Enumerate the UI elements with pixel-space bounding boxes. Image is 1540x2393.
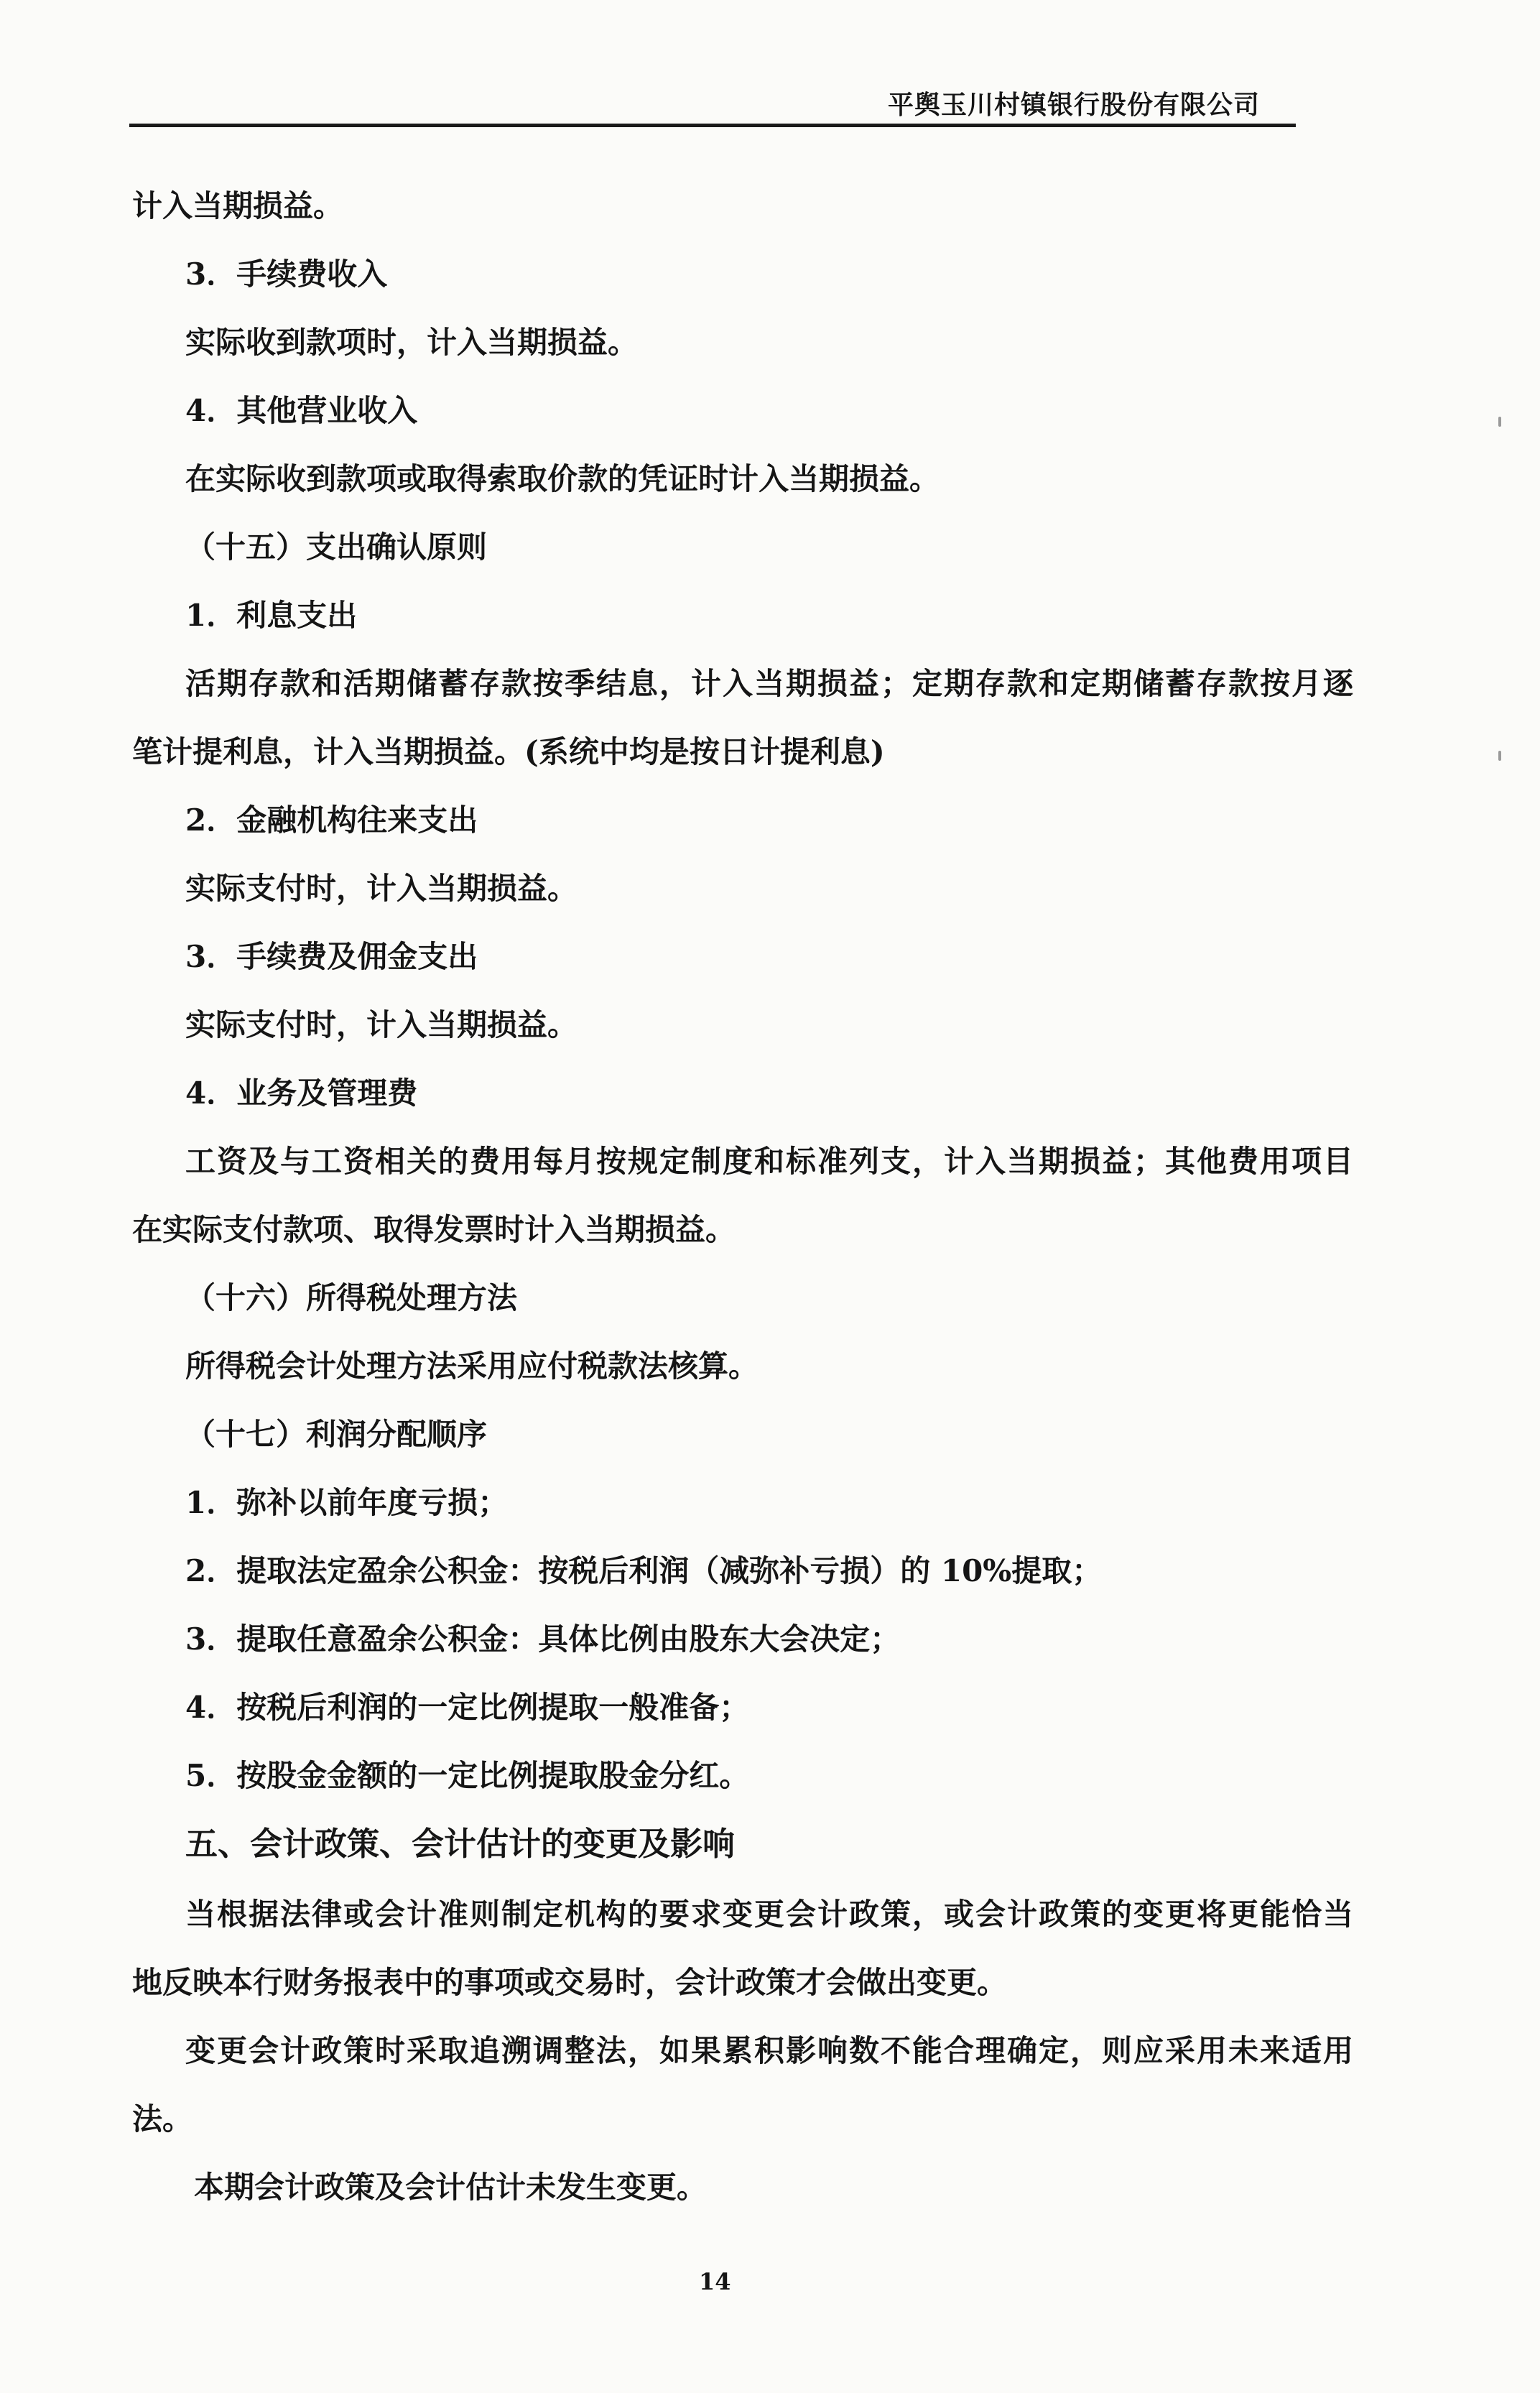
paragraph-line: 当根据法律或会计准则制定机构的要求变更会计政策，或会计政策的变更将更能恰当 xyxy=(185,1897,1355,1932)
subheading: 3．手续费收入 xyxy=(185,256,388,292)
paragraph-line: 工资及与工资相关的费用每月按规定制度和标准列支，计入当期损益；其他费用项目 xyxy=(185,1144,1355,1179)
section-heading: （十五）支出确认原则 xyxy=(185,529,488,565)
subheading: 1．利息支出 xyxy=(185,598,358,633)
chapter-heading: 五、会计政策、会计估计的变更及影响 xyxy=(185,1825,736,1863)
header-rule xyxy=(129,124,1296,127)
list-item: 4．按税后利润的一定比例提取一般准备； xyxy=(185,1690,750,1725)
scan-mark xyxy=(1498,751,1501,761)
subheading: 3．手续费及佣金支出 xyxy=(185,939,478,974)
section-heading: （十七）利润分配顺序 xyxy=(185,1417,488,1452)
paragraph-line: 本期会计政策及会计估计未发生变更。 xyxy=(194,2170,708,2205)
paragraph-line: 变更会计政策时采取追溯调整法，如果累积影响数不能合理确定，则应采用未来适用 xyxy=(185,2033,1355,2068)
subheading: 4．业务及管理费 xyxy=(185,1075,418,1111)
paragraph-line: 实际支付时，计入当期损益。 xyxy=(185,1007,578,1042)
paragraph-line: 实际支付时，计入当期损益。 xyxy=(185,871,578,906)
list-item: 5．按股金金额的一定比例提取股金分红。 xyxy=(185,1758,750,1793)
paragraph-line: 法。 xyxy=(132,2101,193,2137)
paragraph-line: 计入当期损益。 xyxy=(132,188,344,223)
list-item: 2．提取法定盈余公积金：按税后利润（减弥补亏损）的 10%提取； xyxy=(185,1553,1103,1588)
paragraph-line: 地反映本行财务报表中的事项或交易时，会计政策才会做出变更。 xyxy=(132,1965,1008,2000)
list-item: 1．弥补以前年度亏损； xyxy=(185,1485,509,1520)
section-heading: （十六）所得税处理方法 xyxy=(185,1280,518,1315)
paragraph-line: 所得税会计处理方法采用应付税款法核算。 xyxy=(185,1348,759,1384)
scan-mark xyxy=(1498,417,1501,427)
paragraph-line: 笔计提利息，计入当期损益。(系统中均是按日计提利息) xyxy=(132,734,885,769)
paragraph-line: 活期存款和活期储蓄存款按季结息，计入当期损益；定期存款和定期储蓄存款按月逐 xyxy=(185,666,1355,701)
page-number: 14 xyxy=(699,2268,731,2295)
subheading: 4．其他营业收入 xyxy=(185,393,418,428)
paragraph-line: 实际收到款项时，计入当期损益。 xyxy=(185,325,639,360)
subheading: 2．金融机构往来支出 xyxy=(185,802,478,838)
paragraph-line: 在实际支付款项、取得发票时计入当期损益。 xyxy=(132,1212,736,1247)
list-item: 3．提取任意盈余公积金：具体比例由股东大会决定； xyxy=(185,1621,901,1657)
header-company-name: 平舆玉川村镇银行股份有限公司 xyxy=(887,90,1260,120)
paragraph-line: 在实际收到款项或取得索取价款的凭证时计入当期损益。 xyxy=(185,461,940,496)
